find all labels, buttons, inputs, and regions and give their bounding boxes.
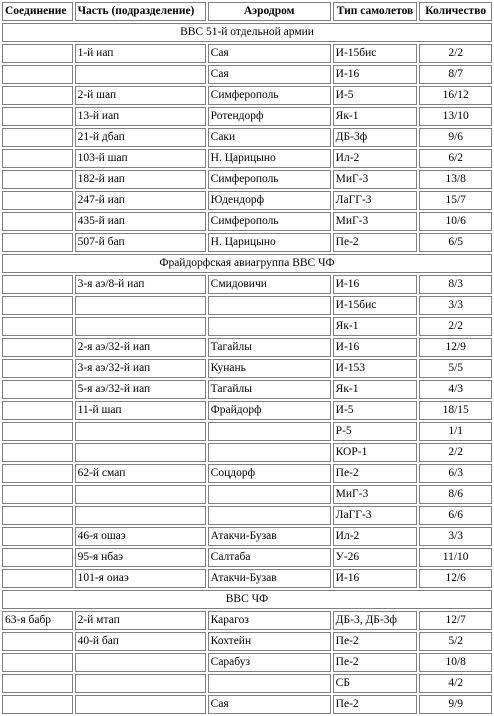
cell-formation [2,380,73,399]
table-row [2,464,492,483]
cell-plane-type: И-15бис [333,44,418,63]
header-count: Количество [419,2,492,21]
cell-count: 4/3 [419,380,492,399]
cell-plane-type: Пе-2 [333,695,418,714]
cell-unit: 103-й шап [75,149,206,168]
table-row [2,527,492,546]
cell-plane-type: МиГ-3 [333,485,418,504]
table-row [2,674,492,693]
section-row [2,23,492,42]
cell-count: 9/6 [419,128,492,147]
table-row [2,632,492,651]
cell-formation [2,506,73,525]
cell-plane-type: ЛаГГ-3 [333,506,418,525]
section-title: ВВС 51-й отдельной армии [2,23,492,42]
cell-unit [75,506,206,525]
table-row [2,485,492,504]
cell-unit [75,443,206,462]
cell-airfield: Сая [208,44,331,63]
cell-formation [2,464,73,483]
cell-plane-type: И-16 [333,569,418,588]
cell-formation [2,632,73,651]
cell-formation: 63-я бабр [2,611,73,630]
cell-formation [2,170,73,189]
cell-count: 2/2 [419,317,492,336]
table-row [2,569,492,588]
cell-unit: 13-й иап [75,107,206,126]
cell-unit [75,674,206,693]
cell-unit: 247-й иап [75,191,206,210]
cell-airfield [208,506,331,525]
table-row [2,86,492,105]
table-body [2,23,492,714]
cell-airfield: Н. Царицыно [208,233,331,252]
cell-plane-type: Пе-2 [333,233,418,252]
table-row [2,611,492,630]
cell-airfield: Симферополь [208,170,331,189]
cell-formation [2,296,73,315]
cell-formation [2,401,73,420]
cell-count: 12/7 [419,611,492,630]
cell-plane-type: У-26 [333,548,418,567]
table-row [2,359,492,378]
cell-plane-type: И-16 [333,275,418,294]
cell-airfield: Тагайлы [208,338,331,357]
cell-formation [2,695,73,714]
table-row [2,338,492,357]
cell-unit [75,653,206,672]
cell-unit: 3-я аэ/32-й иап [75,359,206,378]
cell-airfield: Сая [208,65,331,84]
table-row [2,548,492,567]
cell-count: 6/5 [419,233,492,252]
cell-airfield: Саки [208,128,331,147]
cell-count: 1/1 [419,422,492,441]
table-row [2,422,492,441]
cell-plane-type: Ил-2 [333,527,418,546]
cell-formation [2,317,73,336]
cell-airfield: Симферополь [208,212,331,231]
cell-unit [75,485,206,504]
cell-airfield [208,422,331,441]
cell-count: 2/2 [419,44,492,63]
cell-unit: 2-й шап [75,86,206,105]
cell-unit: 5-я аэ/32-й иап [75,380,206,399]
cell-count: 2/2 [419,443,492,462]
cell-count: 6/6 [419,506,492,525]
cell-count: 4/2 [419,674,492,693]
cell-plane-type: Р-5 [333,422,418,441]
cell-count: 3/3 [419,296,492,315]
table-row [2,233,492,252]
cell-unit [75,422,206,441]
cell-unit: 435-й иап [75,212,206,231]
table-row [2,401,492,420]
table-row [2,317,492,336]
cell-plane-type: И-16 [333,338,418,357]
table-row [2,149,492,168]
cell-plane-type: Ил-2 [333,149,418,168]
cell-plane-type: МиГ-3 [333,170,418,189]
cell-formation [2,44,73,63]
cell-airfield: Юдендорф [208,191,331,210]
cell-unit: 3-я аэ/8-й иап [75,275,206,294]
cell-formation [2,548,73,567]
cell-count: 11/10 [419,548,492,567]
cell-plane-type: И-153 [333,359,418,378]
cell-airfield: Салтаба [208,548,331,567]
cell-formation [2,149,73,168]
cell-formation [2,485,73,504]
header-airfield: Аэродром [208,2,331,21]
cell-unit [75,65,206,84]
cell-count: 8/7 [419,65,492,84]
table-row [2,128,492,147]
cell-formation [2,128,73,147]
header-unit: Часть (подразделение) [75,2,206,21]
cell-unit: 11-й шап [75,401,206,420]
cell-unit: 62-й смап [75,464,206,483]
cell-plane-type: Пе-2 [333,464,418,483]
cell-airfield: Фрайдорф [208,401,331,420]
table-row [2,170,492,189]
cell-airfield: Н. Царицыно [208,149,331,168]
cell-airfield [208,296,331,315]
cell-plane-type: И-5 [333,86,418,105]
section-title: Фрайдорфская авиагруппа ВВС ЧФ [2,254,492,273]
table-row [2,65,492,84]
cell-airfield: Ротендорф [208,107,331,126]
cell-airfield: Соцдорф [208,464,331,483]
cell-airfield: Кунань [208,359,331,378]
cell-formation [2,359,73,378]
cell-airfield: Карагоз [208,611,331,630]
table-row [2,275,492,294]
cell-count: 3/3 [419,527,492,546]
cell-plane-type: Як-1 [333,317,418,336]
cell-airfield: Смидовичи [208,275,331,294]
cell-formation [2,86,73,105]
cell-airfield [208,674,331,693]
cell-unit: 1-й иап [75,44,206,63]
cell-count: 18/15 [419,401,492,420]
cell-count: 15/7 [419,191,492,210]
table-row [2,296,492,315]
cell-plane-type: СБ [333,674,418,693]
cell-unit: 182-й иап [75,170,206,189]
cell-formation [2,212,73,231]
cell-plane-type: Як-1 [333,107,418,126]
cell-formation [2,422,73,441]
cell-count: 13/8 [419,170,492,189]
cell-unit: 101-я оиаэ [75,569,206,588]
cell-count: 5/2 [419,632,492,651]
header-plane-type: Тип самолетов [333,2,418,21]
cell-count: 8/3 [419,275,492,294]
table-row [2,506,492,525]
cell-count: 13/10 [419,107,492,126]
cell-count: 6/3 [419,464,492,483]
cell-unit [75,695,206,714]
cell-count: 10/8 [419,653,492,672]
cell-plane-type: МиГ-3 [333,212,418,231]
table-row [2,191,492,210]
cell-unit [75,296,206,315]
cell-formation [2,653,73,672]
cell-unit: 2-я аэ/32-й иап [75,338,206,357]
cell-airfield [208,485,331,504]
cell-formation [2,674,73,693]
cell-formation [2,65,73,84]
cell-plane-type: Пе-2 [333,653,418,672]
cell-count: 9/9 [419,695,492,714]
cell-airfield [208,317,331,336]
cell-formation [2,233,73,252]
cell-plane-type: Як-1 [333,380,418,399]
cell-plane-type: И-16 [333,65,418,84]
table-row [2,107,492,126]
cell-plane-type: ЛаГГ-3 [333,191,418,210]
header-row [2,2,492,21]
cell-count: 12/9 [419,338,492,357]
cell-count: 12/6 [419,569,492,588]
cell-count: 8/6 [419,485,492,504]
cell-count: 6/2 [419,149,492,168]
section-row [2,590,492,609]
section-row [2,254,492,273]
cell-unit: 21-й дбап [75,128,206,147]
cell-airfield: Сарабуз [208,653,331,672]
cell-count: 10/6 [419,212,492,231]
table-row [2,443,492,462]
table-row [2,44,492,63]
cell-airfield: Атакчи-Бузав [208,569,331,588]
cell-plane-type: Пе-2 [333,632,418,651]
cell-plane-type: ДБ-3, ДБ-3ф [333,611,418,630]
cell-plane-type: ДБ-3ф [333,128,418,147]
cell-formation [2,443,73,462]
cell-formation [2,338,73,357]
cell-unit [75,317,206,336]
table-row [2,695,492,714]
cell-unit: 40-й бап [75,632,206,651]
cell-airfield: Кохтейн [208,632,331,651]
cell-airfield: Тагайлы [208,380,331,399]
cell-plane-type: КОР-1 [333,443,418,462]
cell-airfield [208,443,331,462]
cell-formation [2,527,73,546]
table-row [2,653,492,672]
cell-plane-type: И-15бис [333,296,418,315]
header-formation: Соединение [2,2,73,21]
cell-airfield: Симферополь [208,86,331,105]
cell-formation [2,107,73,126]
table-row [2,380,492,399]
cell-formation [2,275,73,294]
cell-count: 16/12 [419,86,492,105]
cell-unit: 95-я нбаэ [75,548,206,567]
cell-unit: 507-й бап [75,233,206,252]
cell-count: 5/5 [419,359,492,378]
cell-plane-type: И-5 [333,401,418,420]
cell-unit: 46-я ошаэ [75,527,206,546]
cell-unit: 2-й мтап [75,611,206,630]
cell-airfield: Атакчи-Бузав [208,527,331,546]
cell-formation [2,191,73,210]
section-title: ВВС ЧФ [2,590,492,609]
cell-airfield: Сая [208,695,331,714]
cell-formation [2,569,73,588]
table-row [2,212,492,231]
